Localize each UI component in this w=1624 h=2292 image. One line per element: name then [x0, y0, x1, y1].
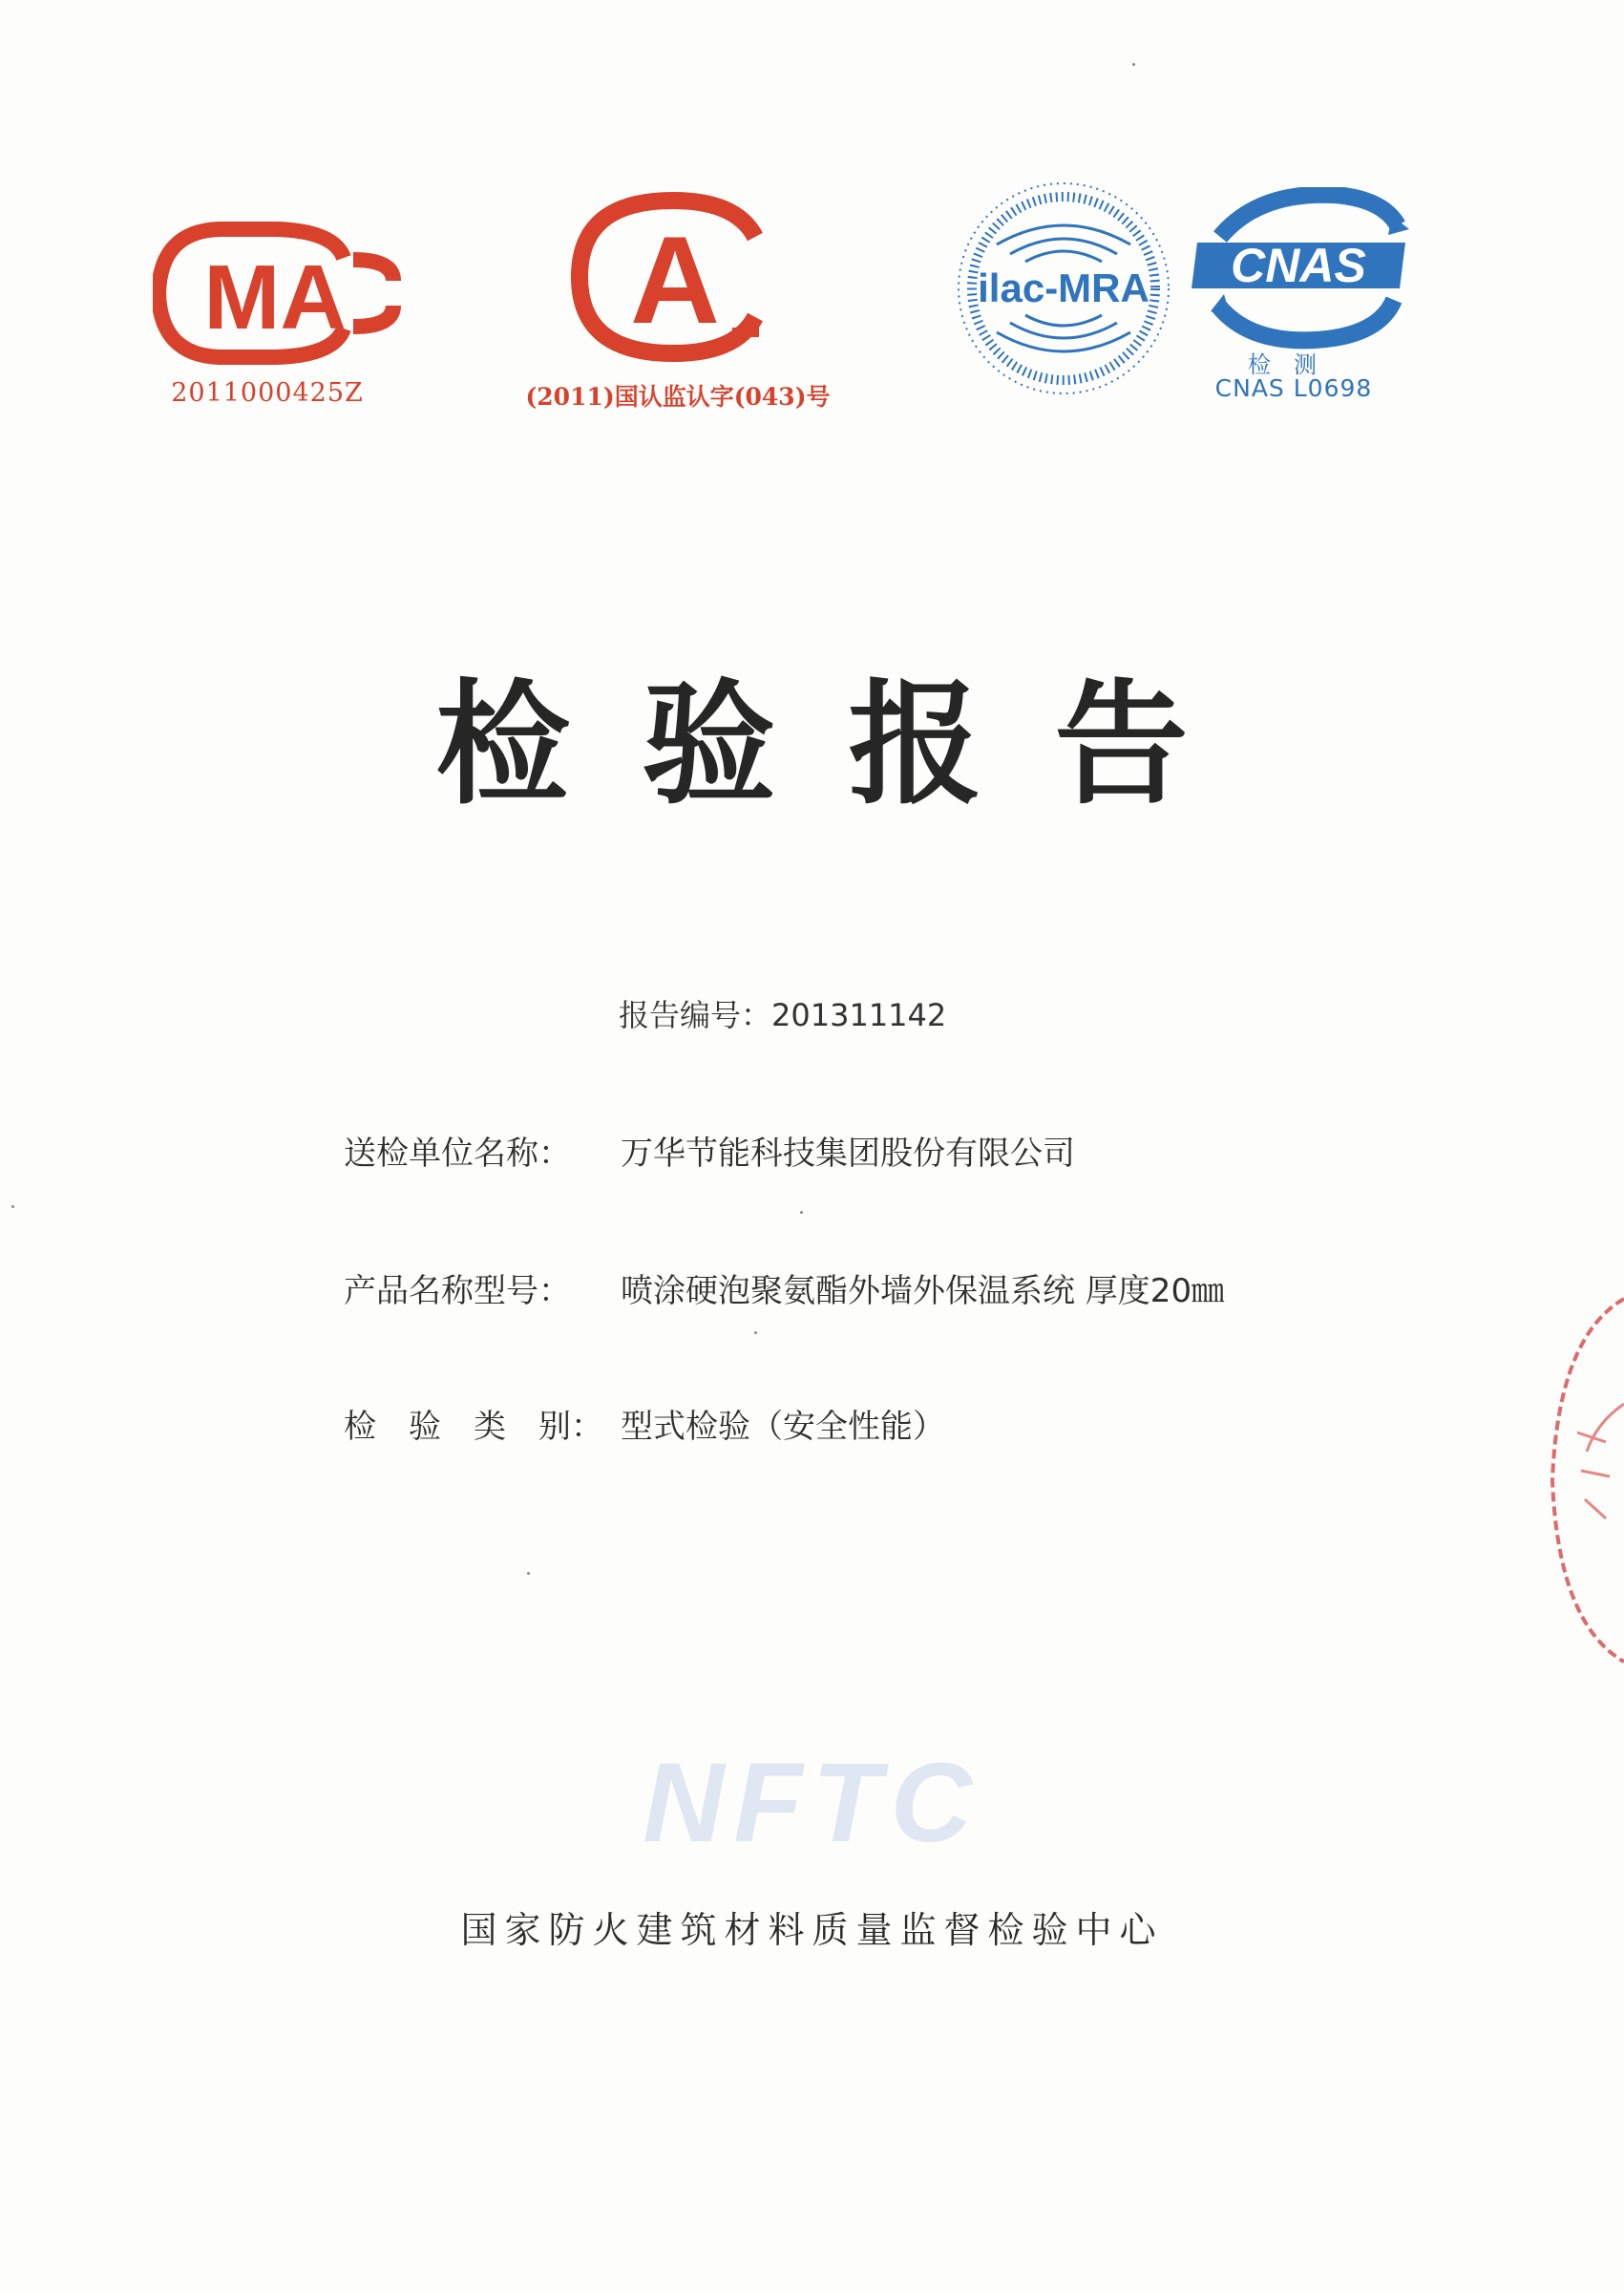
report-number-label: 报告编号：: [619, 997, 772, 1033]
field-label: 产品名称型号：: [344, 1272, 571, 1310]
field-label: 检 验 类 别：: [344, 1408, 603, 1446]
cal-number: (2011)国认监认字(043)号: [525, 383, 831, 411]
field-submitter: [344, 1127, 1075, 1174]
cnas-number: CNAS L0698: [1214, 374, 1373, 402]
field-label: 送检单位名称：: [344, 1135, 571, 1173]
scan-speck: [527, 1572, 530, 1575]
cma-logo-icon: [153, 222, 401, 365]
ilac-mra-logo-icon: [953, 178, 1174, 399]
field-value: 型式检验（安全性能）: [621, 1408, 945, 1446]
report-number-value: 201311142: [771, 997, 947, 1033]
field-value: 万华节能科技集团股份有限公司: [621, 1135, 1075, 1173]
field-value: 喷涂硬泡聚氨酯外墙外保温系统 厚度20㎜: [621, 1272, 1225, 1310]
issuing-organization: 国家防火建筑材料质量监督检验中心: [460, 1909, 1164, 1951]
scan-speck: [800, 1211, 803, 1214]
scan-speck: [1132, 63, 1135, 66]
report-number: [619, 991, 946, 1035]
scan-speck: [11, 1205, 14, 1208]
report-title: 检验报告: [435, 668, 1261, 823]
field-product: [344, 1264, 1224, 1311]
field-inspection-type: [344, 1400, 945, 1447]
cnas-logo-text: CNAS: [1231, 239, 1366, 292]
scan-speck: [754, 1331, 757, 1334]
cnas-logo-icon: [1192, 187, 1411, 350]
cal-logo-text: A: [630, 210, 720, 350]
ilac-mra-logo-text: ilac-MRA: [978, 265, 1149, 310]
cal-logo-icon: [568, 191, 780, 363]
cnas-subtitle: 检测: [1248, 351, 1339, 378]
cma-logo-text: MA: [203, 246, 347, 349]
official-seal-stamp: [1539, 1280, 1624, 1681]
nftc-watermark: NFTC: [643, 1740, 981, 1866]
cma-number: 2011000425Z: [171, 378, 364, 408]
